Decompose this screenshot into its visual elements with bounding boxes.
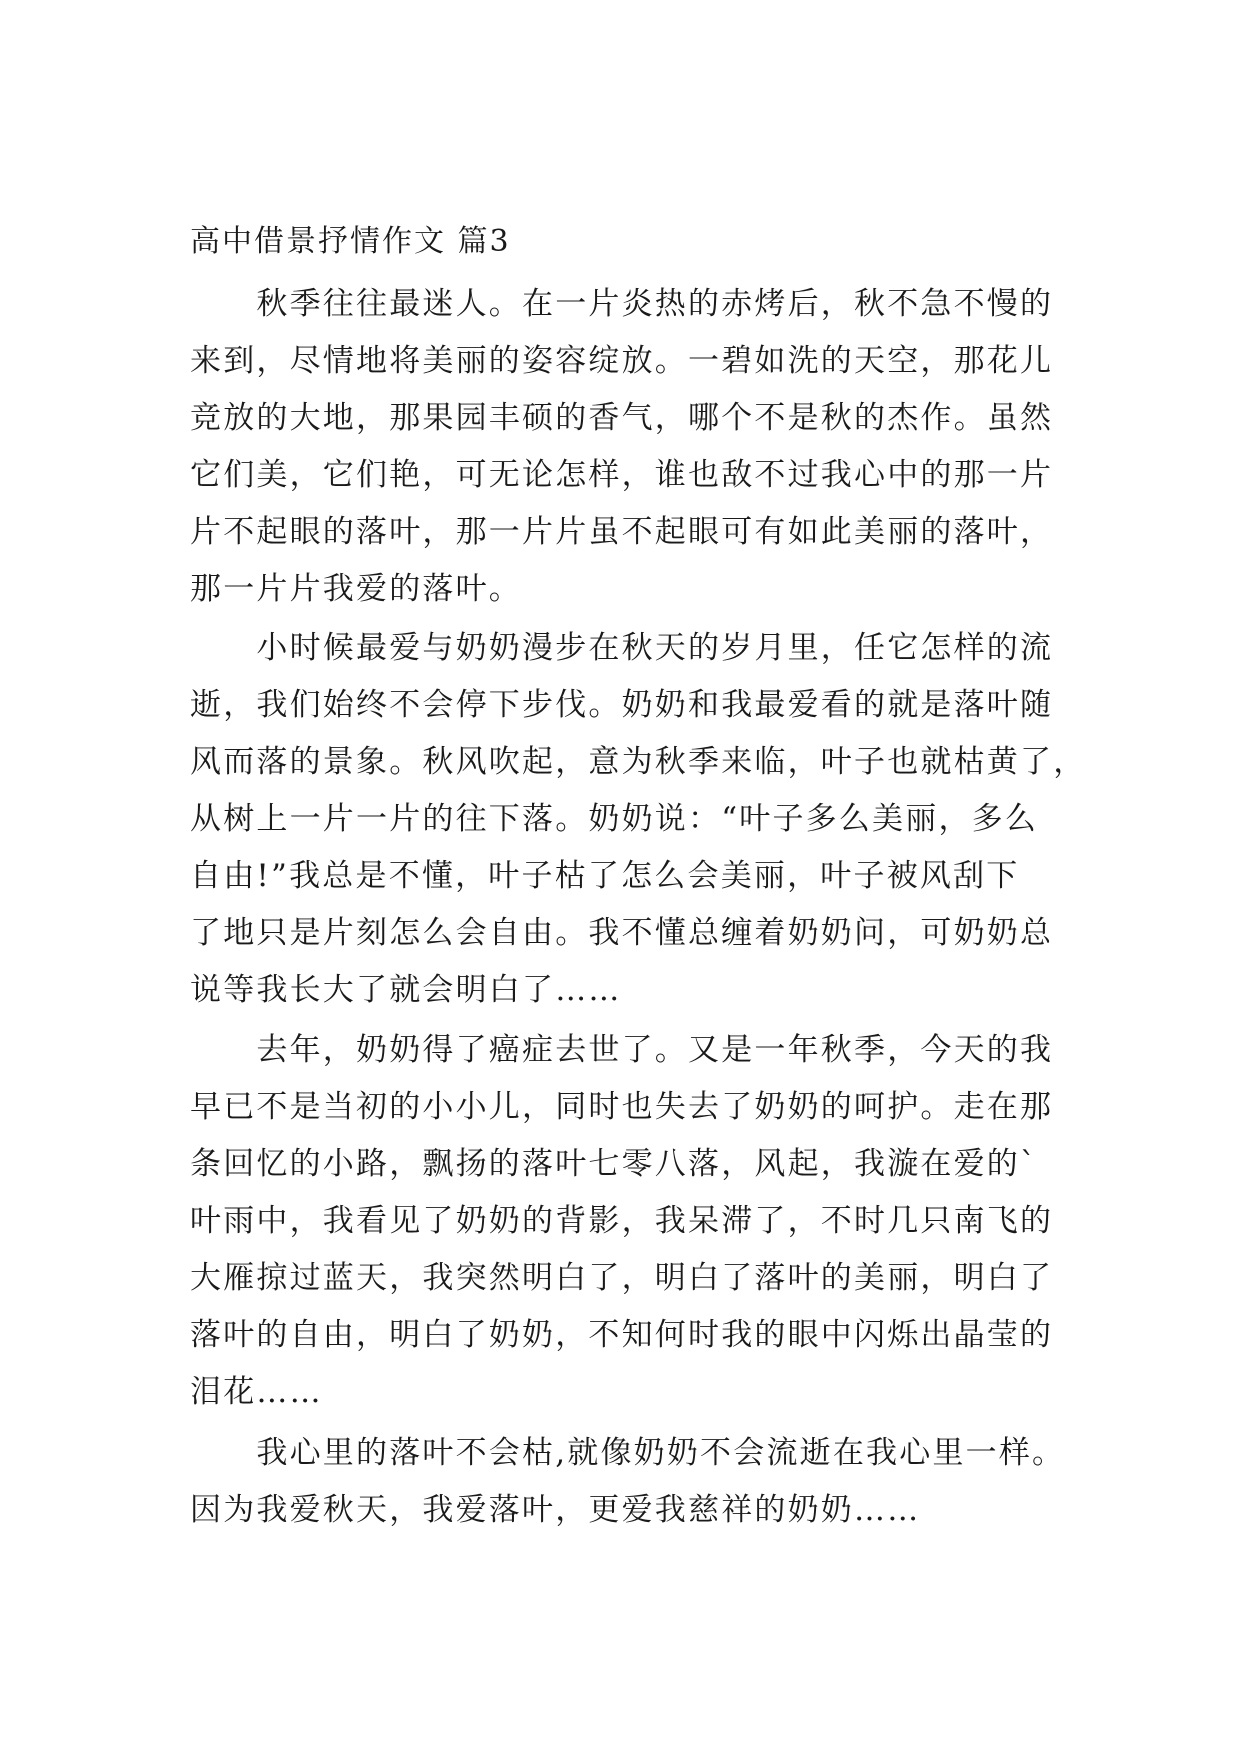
paragraph-line: 那一片片我爱的落叶。 bbox=[190, 571, 522, 607]
paragraph-line: 去年，奶奶得了癌症去世了。又是一年秋季，今天的我 bbox=[190, 1032, 1054, 1068]
paragraph-line: 风而落的景象。秋风吹起，意为秋季来临，叶子也就枯黄了， bbox=[190, 744, 1087, 780]
paragraph-line: 因为我爱秋天，我爱落叶，更爱我慈祥的奶奶…… bbox=[190, 1492, 921, 1528]
paragraph-3 bbox=[190, 1022, 1070, 1421]
paragraph-line: 逝，我们始终不会停下步伐。奶奶和我最爱看的就是落叶随 bbox=[190, 687, 1054, 723]
paragraph-line: 从树上一片一片的往下落。奶奶说：“叶子多么美丽，多么 bbox=[190, 801, 1039, 837]
paragraph-line: 来到，尽情地将美丽的姿容绽放。一碧如洗的天空，那花儿 bbox=[190, 343, 1054, 379]
paragraph-line: 片不起眼的落叶，那一片片虽不起眼可有如此美丽的落叶， bbox=[190, 514, 1054, 550]
paragraph-line: 大雁掠过蓝天，我突然明白了，明白了落叶的美丽，明白了 bbox=[190, 1260, 1054, 1296]
paragraph-1 bbox=[190, 276, 1070, 618]
paragraph-line: 说等我长大了就会明白了…… bbox=[190, 972, 622, 1008]
paragraph-line: 早已不是当初的小小儿，同时也失去了奶奶的呵护。走在那 bbox=[190, 1089, 1054, 1125]
paragraph-line: 我心里的落叶不会枯,就像奶奶不会流逝在我心里一样。 bbox=[190, 1435, 1066, 1471]
paragraph-line: 条回忆的小路，飘扬的落叶七零八落，风起，我漩在爱的` bbox=[190, 1146, 1038, 1182]
paragraph-line: 落叶的自由，明白了奶奶，不知何时我的眼中闪烁出晶莹的 bbox=[190, 1317, 1054, 1353]
paragraph-line: 叶雨中，我看见了奶奶的背影，我呆滞了，不时几只南飞的 bbox=[190, 1203, 1054, 1239]
paragraph-line: 它们美，它们艳，可无论怎样，谁也敌不过我心中的那一片 bbox=[190, 457, 1054, 493]
essay-title: 高中借景抒情作文 篇3 bbox=[190, 224, 511, 259]
paragraph-line: 秋季往往最迷人。在一片炎热的赤烤后，秋不急不慢的 bbox=[190, 286, 1054, 322]
paragraph-line: 泪花…… bbox=[190, 1374, 323, 1410]
paragraph-line: 竞放的大地，那果园丰硕的香气，哪个不是秋的杰作。虽然 bbox=[190, 400, 1054, 436]
paragraph-line: 了地只是片刻怎么会自由。我不懂总缠着奶奶问，可奶奶总 bbox=[190, 915, 1054, 951]
paragraph-line: 小时候最爱与奶奶漫步在秋天的岁月里，任它怎样的流 bbox=[190, 630, 1054, 666]
paragraph-line: 自由!”我总是不懂，叶子枯了怎么会美丽，叶子被风刮下 bbox=[190, 858, 1020, 894]
paragraph-2 bbox=[190, 620, 1087, 1019]
paragraph-4 bbox=[190, 1425, 1070, 1539]
